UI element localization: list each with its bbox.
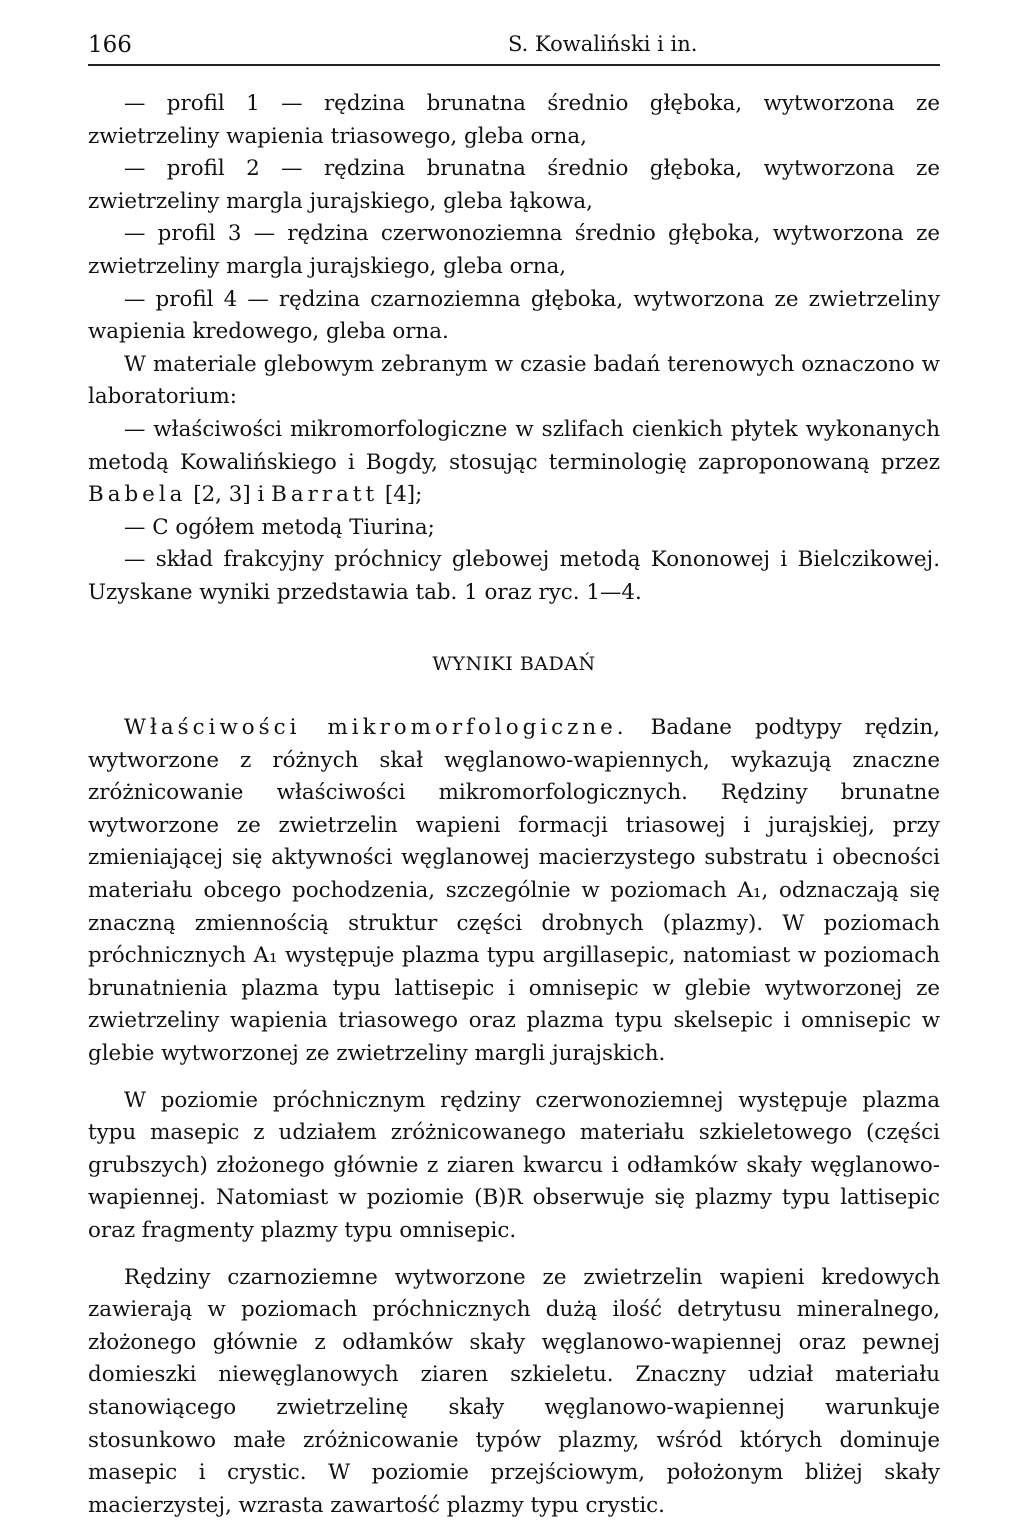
method-micromorphology-text-c: [4];: [378, 482, 423, 508]
methods-intro-paragraph: W materiale glebowym zebranym w czasie badań terenowych oznaczono w laboratorium:: [88, 351, 940, 410]
method-humus-paragraph: — skład frakcyjny próchnicy glebowej metodą Kononowej i Bielczikowej. Uzyskane wyniki przedstawia tab. 1 oraz ryc. 1—4.: [88, 547, 940, 605]
results-paragraph-2: W poziomie próchnicznym rędziny czerwonoziemnej występuje plazma typu masepic z udziałem zróżnicowanego materiału szkieletowego (części grubszych) złożonego głównie z ziaren kwarcu i odłamków skały węglanowo-wapiennej. Natomiast w poziomie (B)R obserwuje się plazmy typu lattisepic oraz fragmenty plazmy typu omnisepic.: [88, 1087, 940, 1243]
method-micromorphology-text-b: [2, 3] i: [186, 482, 272, 508]
results-paragraph-1-text: Badane podtypy rędzin, wytworzone z różnych skał węglanowo-wapiennych, wykazują znaczne zróżnicowanie właściwości mikromorfologicznych. Rędziny brunatne wytworzone ze zwietrzelin wapieni formacji triasowej i jurajskiej, przy zmieniającej się aktywności węglanowej macierzystego substratu i obecności materiału obcego pochodzenia, szczególnie w poziomach A₁, odznaczają się znaczną zmiennością struktur części drobnych (plazmy). W poziomach próchnicznych A₁ występuje plazma typu argillasepic, natomiast w poziomach brunatnienia plazma typu lattisepic i omnisepic w glebie wytworzonej ze zwietrzeliny wapienia triasowego oraz plazma typu skelsepic i omnisepic w glebie wytworzonej ze zwietrzeliny margli jurajskich.: [88, 715, 940, 1067]
profile-4-paragraph: — profil 4 — rędzina czarnoziemna głęboka, wytworzona ze zwietrzeliny wapienia kredowego, gleba orna.: [88, 286, 940, 345]
author-barratt: Barratt: [271, 482, 379, 508]
page-header: [88, 28, 940, 66]
profile-1-paragraph: — profil 1 — rędzina brunatna średnio głęboka, wytworzona ze zwietrzeliny wapienia triasowego, gleba orna,: [88, 91, 940, 149]
method-micromorphology-text-a: — właściwości mikromorfologiczne w szlifach cienkich płytek wykonanych metodą Kowalińskiego i Bogdy, stosując terminologię zaproponowaną przez: [88, 416, 940, 475]
page-body: [88, 88, 940, 1522]
results-paragraph-3: Rędziny czarnoziemne wytworzone ze zwietrzelin wapieni kredowych zawierają w poziomach próchnicznych dużą ilość detrytusu mineralnego, złożonego głównie z odłamków skały węglanowo-wapiennej oraz pewnej domieszki niewęglanowych ziaren szkieletu. Znaczny udział materiału stanowiącego zwietrzelinę skały węglanowo-wapiennej warunkuje stosunkowo małe zróżnicowanie typów plazmy, wśród których dominuje masepic i crystic. W poziomie przejściowym, położonym bliżej skały macierzystej, wzrasta zawartość plazmy typu crystic.: [88, 1264, 940, 1518]
results-paragraph-1: [88, 712, 940, 1071]
section-heading: WYNIKI BADAŃ: [432, 652, 596, 675]
method-carbon-paragraph: — C ogółem metodą Tiurina;: [124, 514, 435, 540]
running-head: S. Kowaliński i in.: [508, 32, 698, 56]
author-babel: Babela: [88, 482, 187, 508]
method-micromorphology-paragraph: [88, 414, 940, 512]
page-number: 166: [88, 32, 132, 58]
results-subheading: Właściwości mikromorfologiczne.: [124, 715, 628, 741]
profile-3-paragraph: — profil 3 — rędzina czerwonoziemna średnio głęboka, wytworzona ze zwietrzeliny margla jurajskiego, gleba orna,: [88, 221, 940, 279]
profile-2-paragraph: — profil 2 — rędzina brunatna średnio głęboka, wytworzona ze zwietrzeliny margla jurajskiego, gleba łąkowa,: [88, 156, 940, 214]
